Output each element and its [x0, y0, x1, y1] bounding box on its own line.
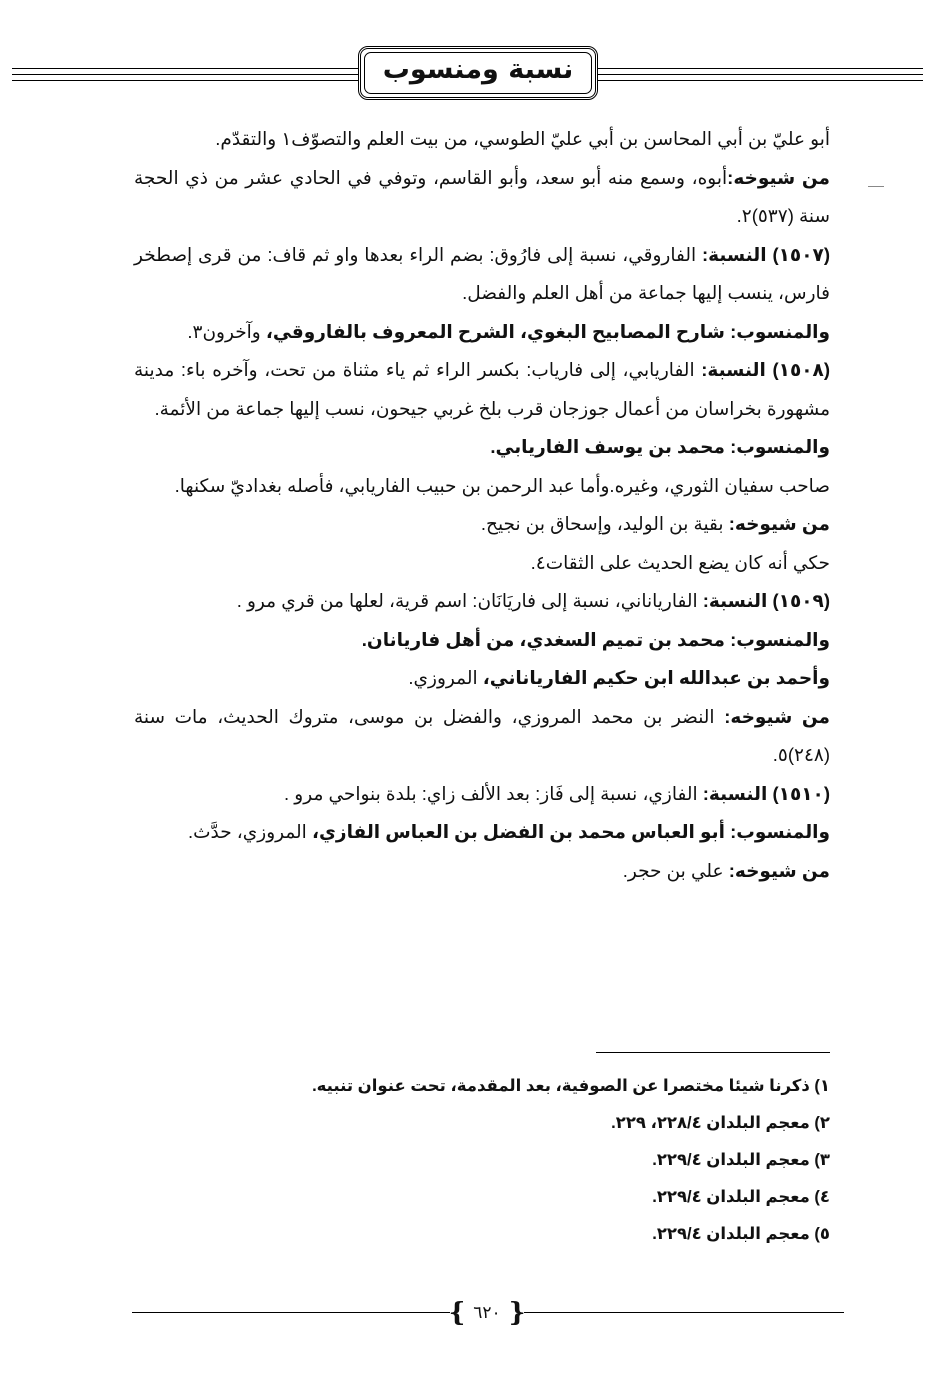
header-rule-right-top	[598, 68, 923, 69]
attributed-tail: وآخرون٣.	[187, 320, 266, 342]
teachers-text: علي بن حجر.	[622, 859, 729, 881]
footer-rule-right	[524, 1312, 844, 1313]
attributed-text: شارح المصابيح البغوي، الشرح المعروف بالفاروقي،	[265, 320, 731, 342]
label-teachers: من شيوخه:	[724, 705, 830, 727]
entry-1510-attributed	[134, 813, 830, 852]
header-rule-left-top	[12, 68, 358, 69]
entry-1509	[134, 582, 830, 621]
footnote-item: ١) ذكرنا شيئا مختصرا عن الصوفية، بعد المقدمة، تحت عنوان تنبيه.	[312, 1077, 830, 1095]
entry-1507	[134, 236, 830, 313]
page-header	[0, 42, 933, 112]
entry-1507-attributed	[134, 313, 830, 352]
entry-1508-attributed	[134, 428, 830, 467]
entry-1508-text: الفاريابي، إلى فارياب: بكسر الراء ثم ياء مثناة من تحت، وآخره باء: مدينة مشهورة بخراسان من أعمال جوزجان قرب بلخ غربي جيحون، نسب إليها جماعة من الأئمة.	[134, 359, 830, 419]
entry-1508-label: (١٥٠٨) النسبة:	[701, 359, 830, 380]
page-number: ٦٢٠	[473, 1303, 501, 1323]
entry-1508-note: حكي أنه كان يضع الحديث على الثقات٤.	[530, 551, 830, 573]
label-teachers: من شيوخه:	[728, 859, 830, 881]
brace-open-icon: {	[448, 1298, 466, 1328]
teachers-text: بقية بن الوليد، وإسحاق بن نجيح.	[480, 513, 729, 534]
label-teachers: من شيوخه:	[728, 513, 830, 534]
brace-close-icon: }	[508, 1298, 526, 1328]
footnotes	[160, 1068, 830, 1253]
attributed-label: والمنسوب:	[730, 436, 830, 457]
entry-1507-label: (١٥٠٧) النسبة:	[702, 243, 830, 265]
attributed-label: والمنسوب:	[730, 628, 830, 650]
header-rule-left-bottom	[12, 80, 358, 81]
footnote-separator	[596, 1052, 830, 1053]
header-rule-right-mid	[598, 74, 923, 75]
footer-rule-left	[132, 1312, 450, 1313]
attributed-name: وأحمد بن عبدالله ابن حكيم الفارياناني،	[482, 667, 830, 688]
footnote-item: ٣) معجم البلدان ٢٢٩/٤.	[652, 1151, 830, 1169]
page-number-box	[448, 1298, 526, 1328]
entry-1507-text: الفاروقي، نسبة إلى فارُوق: بضم الراء بعدها واو ثم قاف: من قرى إصطخر فارس، ينسب إليها جماعة من أهل العلم والفضل.	[134, 243, 830, 303]
attributed-text: أبو العباس محمد بن الفضل بن العباس الفازي،	[311, 821, 731, 842]
entry-1509-attributed-2	[134, 659, 830, 698]
teachers-text: النضر بن محمد المروزي، والفضل بن موسى، متروك الحديث، مات سنة (٢٤٨)٥.	[134, 705, 830, 765]
entry-1509-label: (١٥٠٩) النسبة:	[702, 590, 830, 611]
page-title: نسبة ومنسوب	[382, 53, 574, 85]
attributed-label: والمنسوب:	[730, 320, 830, 342]
entry-1510-label: (١٥١٠) النسبة:	[702, 782, 830, 804]
paragraph-intro: أبو عليّ بن أبي المحاسن بن أبي عليّ الطوسي، من بيت العلم والتصوّف١ والتقدّم.	[215, 128, 830, 149]
footnote-item: ٥) معجم البلدان ٢٢٩/٤.	[652, 1225, 830, 1243]
main-text	[134, 120, 830, 890]
margin-mark	[868, 186, 884, 187]
entry-1509-attributed	[134, 621, 830, 660]
attributed-text: محمد بن يوسف الفاريابي.	[490, 436, 731, 457]
entry-1509-teachers	[134, 698, 830, 775]
header-rule-left-mid	[12, 74, 358, 75]
attributed-label: والمنسوب:	[730, 821, 830, 842]
attributed-tail: المروزي، حدَّث.	[187, 821, 312, 842]
footnote-item: ٤) معجم البلدان ٢٢٩/٤.	[652, 1188, 830, 1206]
paragraph-teachers	[134, 159, 830, 236]
entry-1510-teachers	[134, 852, 830, 891]
entry-1510	[134, 775, 830, 814]
entry-1510-text: الفازي، نسبة إلى فَاز: بعد الألف زاي: بلدة بنواحي مرو .	[284, 782, 703, 804]
entry-1508-teachers	[134, 505, 830, 544]
attributed-tail: المروزي.	[408, 667, 483, 688]
attributed-text: محمد بن تميم السغدي، من أهل فاريانان.	[361, 628, 731, 650]
entry-1509-text: الفارياناني، نسبة إلى فاريَانَان: اسم قرية، لعلها من قري مرو .	[236, 590, 703, 611]
page-footer	[0, 1296, 933, 1336]
teachers-text: أبوه، وسمع منه أبو سعد، وأبو القاسم، وتوفي في الحادي عشر من ذي الحجة سنة (٥٣٧)٢.	[134, 166, 830, 226]
label-teachers: من شيوخه:	[727, 166, 830, 188]
entry-1508-paragraph: صاحب سفيان الثوري، وغيره.وأما عبد الرحمن بن حبيب الفاريابي، فأصله بغداديّ سكنها.	[174, 474, 830, 496]
entry-1508	[134, 351, 830, 428]
header-rule-right-bottom	[598, 80, 923, 81]
footnote-item: ٢) معجم البلدان ٢٢٨/٤، ٢٢٩.	[611, 1114, 830, 1132]
title-frame	[358, 46, 598, 100]
